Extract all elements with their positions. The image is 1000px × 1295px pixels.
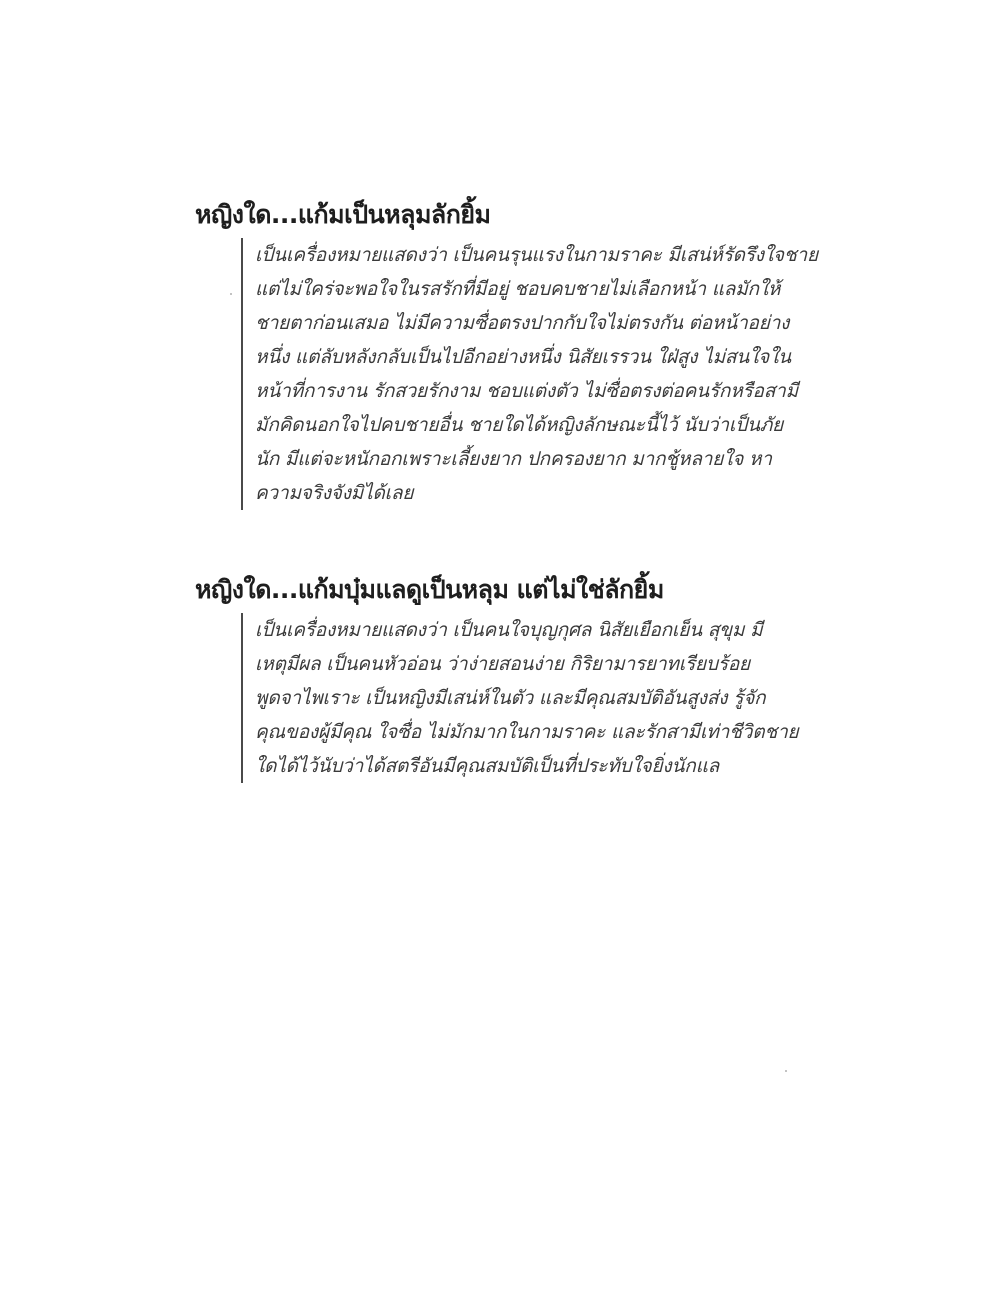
body-line: พูดจาไพเราะ เป็นหญิงมีเสน่ห์ในตัว และมีคุณสมบัติอันสูงส่ง รู้จัก [255,687,766,709]
body-line: หน้าที่การงาน รักสวยรักงาม ชอบแต่งตัว ไม่ซื่อตรงต่อคนรักหรือสามี [255,380,798,402]
body-line: เป็นเครื่องหมายแสดงว่า เป็นคนใจบุญกุศล นิสัยเยือกเย็น สุขุม มี [255,619,763,641]
body-line: ความจริงจังมิได้เลย [255,482,414,504]
section-sunken-cheek [195,573,835,783]
body-line: เป็นเครื่องหมายแสดงว่า เป็นคนรุนแรงในกามราคะ มีเสน่ห์รัดรึงใจชาย [255,244,818,266]
body-line: หนึ่ง แต่ลับหลังกลับเป็นไปอีกอย่างหนึ่ง นิสัยเรรวน ใฝ่สูง ไม่สนใจใน [255,346,791,368]
body-line: เหตุมีผล เป็นคนหัวอ่อน ว่าง่ายสอนง่าย กิริยามารยาทเรียบร้อย [255,653,750,675]
body-line: ชายตาก่อนเสมอ ไม่มีความซื่อตรงปากกับใจไม่ตรงกัน ต่อหน้าอย่าง [255,312,790,334]
section-heading: หญิงใด...แก้มบุ๋มแลดูเป็นหลุม แต่ไม่ใช่ลักยิ้ม [195,575,664,604]
section-body [241,613,835,783]
body-line: แต่ไม่ใคร่จะพอใจในรสรักที่มีอยู่ ชอบคบชายไม่เลือกหน้า แลมักให้ [255,278,781,300]
scan-speck [785,1070,787,1072]
section-dimple-smile [195,198,835,510]
body-line: คุณของผู้มีคุณ ใจซื่อ ไม่มักมากในกามราคะ และรักสามีเท่าชีวิตชาย [255,721,799,743]
body-line: ใดได้ไว้นับว่าได้สตรีอันมีคุณสมบัติเป็นที่ประทับใจยิ่งนักแล [255,755,720,777]
body-line: นัก มีแต่จะหนักอกเพราะเลี้ยงยาก ปกครองยาก มากชู้หลายใจ หา [255,448,772,470]
scan-speck [230,293,232,295]
body-line: มักคิดนอกใจไปคบชายอื่น ชายใดได้หญิงลักษณะนี้ไว้ นับว่าเป็นภัย [255,414,784,436]
section-body [241,238,835,510]
section-heading: หญิงใด...แก้มเป็นหลุมลักยิ้ม [195,200,491,229]
